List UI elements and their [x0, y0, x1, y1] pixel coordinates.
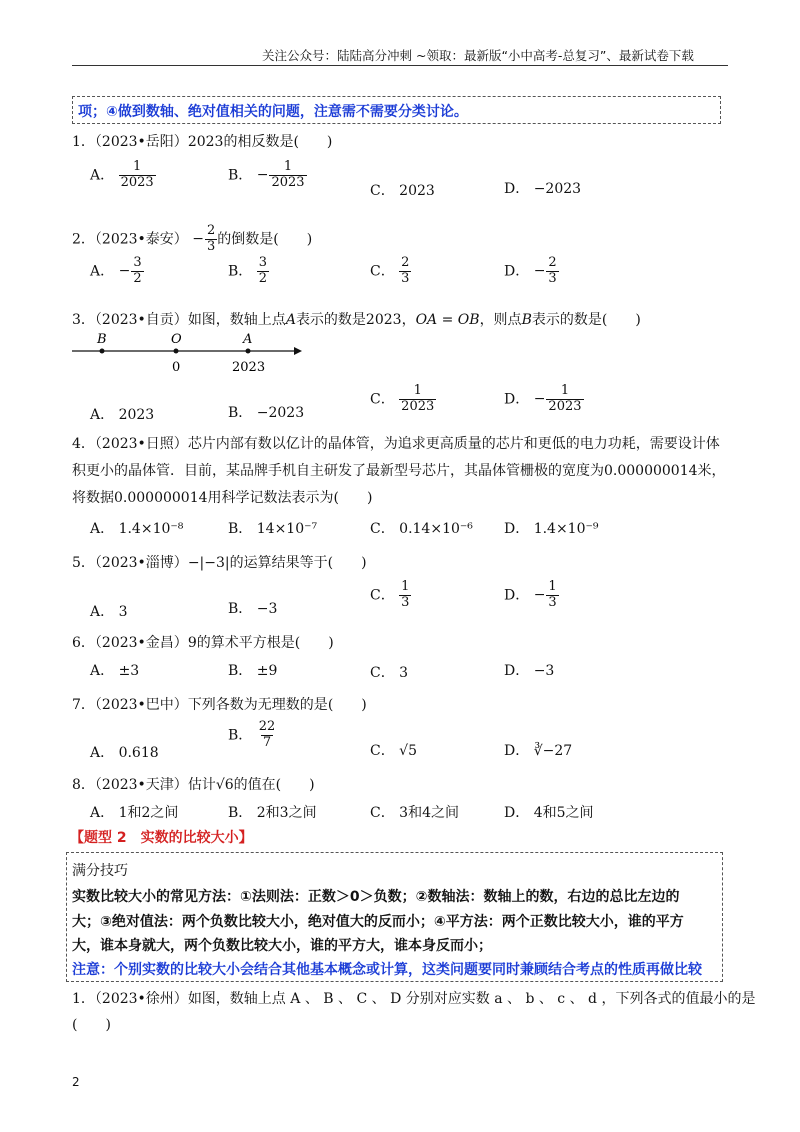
page-number: 2 [72, 1075, 80, 1089]
question-stem: 的值在 [233, 777, 276, 793]
option-letter: A． [90, 604, 115, 620]
q2-option-c [370, 256, 411, 287]
denominator: 3 [207, 238, 216, 254]
option-letter: D． [504, 663, 530, 679]
point-b [100, 349, 105, 354]
question-stem: 的运算结果等于 [229, 555, 328, 571]
question-source: （2023•天津） [94, 777, 188, 793]
fraction [546, 580, 558, 611]
fraction [399, 384, 436, 415]
denominator: 2 [258, 270, 268, 286]
option-letter: C． [370, 391, 395, 408]
numerator: 2 [207, 223, 216, 238]
question-stem: 估计 [187, 777, 216, 793]
option-value: 2023 [399, 183, 435, 199]
minus-sign: − [533, 263, 546, 280]
option-letter: B． [228, 521, 253, 537]
question-7 [72, 694, 367, 714]
page-header: 关注公众号：陆陆高分冲刺 ~领取：最新版“小中高考-总复习”、最新试卷下载 [262, 48, 694, 63]
q4-option-b [228, 518, 317, 538]
q2-option-d [504, 256, 559, 287]
fraction [257, 256, 269, 287]
option-letter: C． [370, 805, 395, 821]
question-stem: 表示的数是2023， [295, 312, 416, 328]
tick-2023: 2023 [232, 360, 266, 375]
option-letter: D． [504, 263, 530, 280]
q7-option-a [90, 742, 159, 762]
option-letter: A． [90, 663, 115, 679]
denominator: 2023 [271, 174, 305, 190]
question-4-line-1 [72, 433, 720, 453]
q3-option-c [370, 384, 436, 415]
question-number: 7． [72, 697, 95, 713]
minus-sign: − [533, 391, 546, 408]
fraction [119, 160, 156, 191]
option-letter: A． [90, 167, 115, 184]
q5-option-b [228, 598, 277, 618]
skills-line-3: 大，谁本身就大，两个负数比较大小，谁的平方大，谁本身反而小； [72, 938, 492, 954]
q7-option-d [504, 740, 572, 760]
question-number: 6． [72, 635, 95, 651]
option-letter: B． [228, 663, 253, 679]
q1-option-d [504, 178, 581, 198]
skills-line-2: 大；③绝对值法：两个负数比较大小，绝对值大的反而小；④平方法：两个正数比较大小，谁的平方 [72, 914, 684, 930]
point-o [174, 349, 179, 354]
question-4-line-2: 积更小的晶体管．目前，某品牌手机自主研发了最新型号芯片，其晶体管栅极的宽度为0.000000014米， [72, 463, 726, 479]
option-letter: D． [504, 587, 530, 604]
answer-paren: ( ) [327, 697, 367, 713]
tip-text: 项；④做到数轴、绝对值相关的问题，注意需不需要分类讨论。 [78, 104, 468, 120]
minus-sign: − [533, 587, 546, 604]
option-letter: B． [228, 727, 253, 744]
q6-option-c [370, 662, 408, 682]
equation: OA = OB [415, 312, 480, 328]
question-source: （2023•岳阳） [94, 134, 188, 150]
section-title: 【题型 2 实数的比较大小】 [70, 830, 253, 846]
option-value: −3 [256, 601, 278, 617]
option-letter: D． [504, 391, 530, 408]
option-letter: D． [504, 805, 530, 821]
option-value: 1.4×10⁻⁹ [533, 521, 599, 537]
option-letter: C． [370, 263, 395, 280]
minus-sign: − [118, 263, 131, 280]
minus-sign: − [256, 167, 269, 184]
option-value: 3和4之间 [399, 805, 459, 821]
q6-option-b [228, 660, 277, 680]
label-b: B [97, 332, 107, 347]
fraction [546, 384, 583, 415]
header-divider [72, 65, 728, 66]
numerator: 1 [283, 159, 293, 174]
q5-option-a [90, 601, 128, 621]
question-source: （2023•巴中） [94, 697, 188, 713]
question-number: 4． [72, 436, 95, 452]
numerator: 3 [133, 255, 142, 270]
question-number: 5． [72, 555, 95, 571]
question-2 [72, 224, 312, 255]
option-value: 4和5之间 [533, 805, 594, 821]
option-value: ±3 [118, 663, 140, 679]
fraction [205, 224, 217, 255]
option-letter: A． [90, 521, 115, 537]
q3-option-d [504, 384, 584, 415]
q7-option-b [228, 720, 277, 751]
question-stem: 如图，数轴上点 [187, 312, 286, 328]
q4-option-c [370, 518, 473, 538]
numerator: 1 [413, 383, 422, 398]
question-stem: 将数据0.000000014用科学记数法表示为 [72, 490, 334, 506]
question-source: （2023•自贡） [94, 312, 188, 328]
question-number: 8． [72, 777, 95, 793]
q1-option-c [370, 180, 435, 200]
numerator: 1 [401, 579, 410, 594]
option-letter: B． [228, 805, 253, 821]
option-value: −3 [533, 663, 555, 679]
denominator: 3 [548, 270, 557, 286]
question-source: （2023•泰安） [94, 231, 188, 248]
section2-question-1 [72, 988, 755, 1008]
option-letter: B． [228, 167, 253, 184]
denominator: 2023 [401, 398, 435, 414]
option-letter: C． [370, 521, 395, 537]
question-stem: 表示的数是 [531, 312, 602, 328]
q5-option-d [504, 580, 559, 611]
numerator: 1 [548, 579, 557, 594]
fraction [546, 256, 558, 287]
option-letter: B． [228, 405, 253, 421]
section2-question-1-paren: ( ) [72, 1017, 111, 1033]
q8-option-b [228, 802, 317, 822]
q6-option-a [90, 660, 139, 680]
minus-sign: − [192, 231, 204, 248]
q3-option-a [90, 404, 154, 424]
option-letter: B． [228, 601, 253, 617]
option-value: 1.4×10⁻⁸ [118, 521, 184, 537]
question-number: 1． [72, 134, 95, 150]
question-source: （2023•徐州） [94, 991, 188, 1007]
q6-option-d [504, 660, 554, 680]
q4-option-d [504, 518, 599, 538]
answer-paren: ( ) [293, 134, 333, 150]
question-number: 2． [72, 231, 95, 248]
question-6 [72, 632, 334, 652]
question-stem: 2023的相反数是 [187, 134, 294, 150]
q8-option-c [370, 802, 459, 822]
number-line-figure [72, 326, 302, 382]
q2-option-a [90, 256, 144, 287]
point-a [246, 349, 251, 354]
question-4-line-3 [72, 487, 372, 507]
option-letter: C． [370, 665, 395, 681]
tick-0: 0 [172, 360, 181, 375]
q1-option-a [90, 160, 156, 191]
question-stem: 如图，数轴上点 A 、 B 、 C 、 D 分别对应实数 a 、 b 、 c 、 d ，下列各式的值最小的是 [187, 991, 756, 1007]
fraction [399, 256, 411, 287]
option-letter: C． [370, 587, 395, 604]
expression: √6 [215, 777, 234, 793]
option-letter: C． [370, 183, 395, 199]
option-value: √5 [399, 743, 417, 759]
question-source: （2023•日照） [94, 436, 188, 452]
q4-option-a [90, 518, 183, 538]
question-1 [72, 131, 332, 151]
skills-title: 满分技巧 [72, 863, 128, 879]
denominator: 3 [548, 594, 557, 610]
numerator: 22 [258, 719, 276, 734]
question-number: 1． [72, 991, 95, 1007]
denominator: 2023 [548, 398, 582, 414]
numerator: 1 [132, 159, 142, 174]
q3-option-b [228, 402, 304, 422]
q5-option-c [370, 580, 411, 611]
fraction [269, 160, 306, 191]
question-stem: 的倒数是 [217, 231, 274, 248]
label-o: O [171, 332, 182, 347]
option-letter: A． [90, 805, 115, 821]
skills-note: 注意：个别实数的比较大小会结合其他基本概念或计算，这类问题要同时兼顾结合考点的性质再做比较 [72, 962, 702, 978]
option-letter: D． [504, 743, 530, 759]
q7-option-c [370, 740, 417, 760]
q8-option-d [504, 802, 594, 822]
point-b-var: B [521, 312, 532, 328]
option-letter: A． [90, 745, 115, 761]
q2-option-b [228, 256, 269, 287]
question-8 [72, 774, 315, 794]
fraction [131, 256, 143, 287]
question-stem: 9的算术平方根是 [187, 635, 295, 651]
numerator: 3 [258, 255, 268, 270]
option-value: 2和3之间 [256, 805, 317, 821]
option-letter: B． [228, 263, 253, 280]
q1-option-b [228, 160, 307, 191]
skills-line-1: 实数比较大小的常见方法：①法则法：正数＞0＞负数；②数轴法：数轴上的数，右边的总比左边的 [72, 889, 680, 905]
q8-option-a [90, 802, 178, 822]
option-value: −2023 [256, 405, 305, 421]
numerator: 2 [548, 255, 557, 270]
expression: −|−3| [187, 555, 230, 571]
question-stem: ，则点 [479, 312, 522, 328]
question-5 [72, 552, 367, 572]
question-stem: 下列各数为无理数的是 [187, 697, 328, 713]
question-source: （2023•金昌） [94, 635, 188, 651]
option-value: ∛−27 [533, 743, 573, 759]
fraction [257, 720, 278, 751]
denominator: 3 [401, 594, 410, 610]
axis-arrow-icon [294, 347, 302, 355]
option-value: 2023 [118, 407, 155, 423]
numerator: 1 [560, 383, 570, 398]
question-stem: 芯片内部有数以亿计的晶体管，为追求更高质量的芯片和更低的电力功耗，需要设计体 [187, 436, 720, 452]
point-a-var: A [285, 312, 296, 328]
question-number: 3． [72, 312, 95, 328]
denominator: 3 [401, 270, 410, 286]
option-value: −2023 [533, 181, 582, 197]
answer-paren: ( ) [273, 231, 313, 248]
option-value: 3 [118, 604, 128, 620]
option-letter: A． [90, 407, 115, 423]
numerator: 2 [401, 255, 410, 270]
denominator: 7 [262, 734, 272, 750]
option-value: 0.14×10⁻⁶ [399, 521, 473, 537]
option-value: ±9 [256, 663, 278, 679]
answer-paren: ( ) [327, 555, 367, 571]
option-letter: C． [370, 743, 395, 759]
answer-paren: ( ) [601, 312, 641, 328]
denominator: 2 [133, 270, 142, 286]
label-a: A [243, 332, 253, 347]
answer-paren: ( ) [333, 490, 373, 506]
question-source: （2023•淄博） [94, 555, 188, 571]
fraction [399, 580, 411, 611]
option-letter: A． [90, 263, 115, 280]
option-value: 1和2之间 [118, 805, 179, 821]
answer-paren: ( ) [275, 777, 315, 793]
option-letter: D． [504, 521, 530, 537]
option-value: 3 [399, 665, 409, 681]
denominator: 2023 [120, 174, 154, 190]
option-letter: D． [504, 181, 530, 197]
answer-paren: ( ) [294, 635, 334, 651]
option-value: 14×10⁻⁷ [256, 521, 318, 537]
option-value: 0.618 [118, 745, 159, 761]
